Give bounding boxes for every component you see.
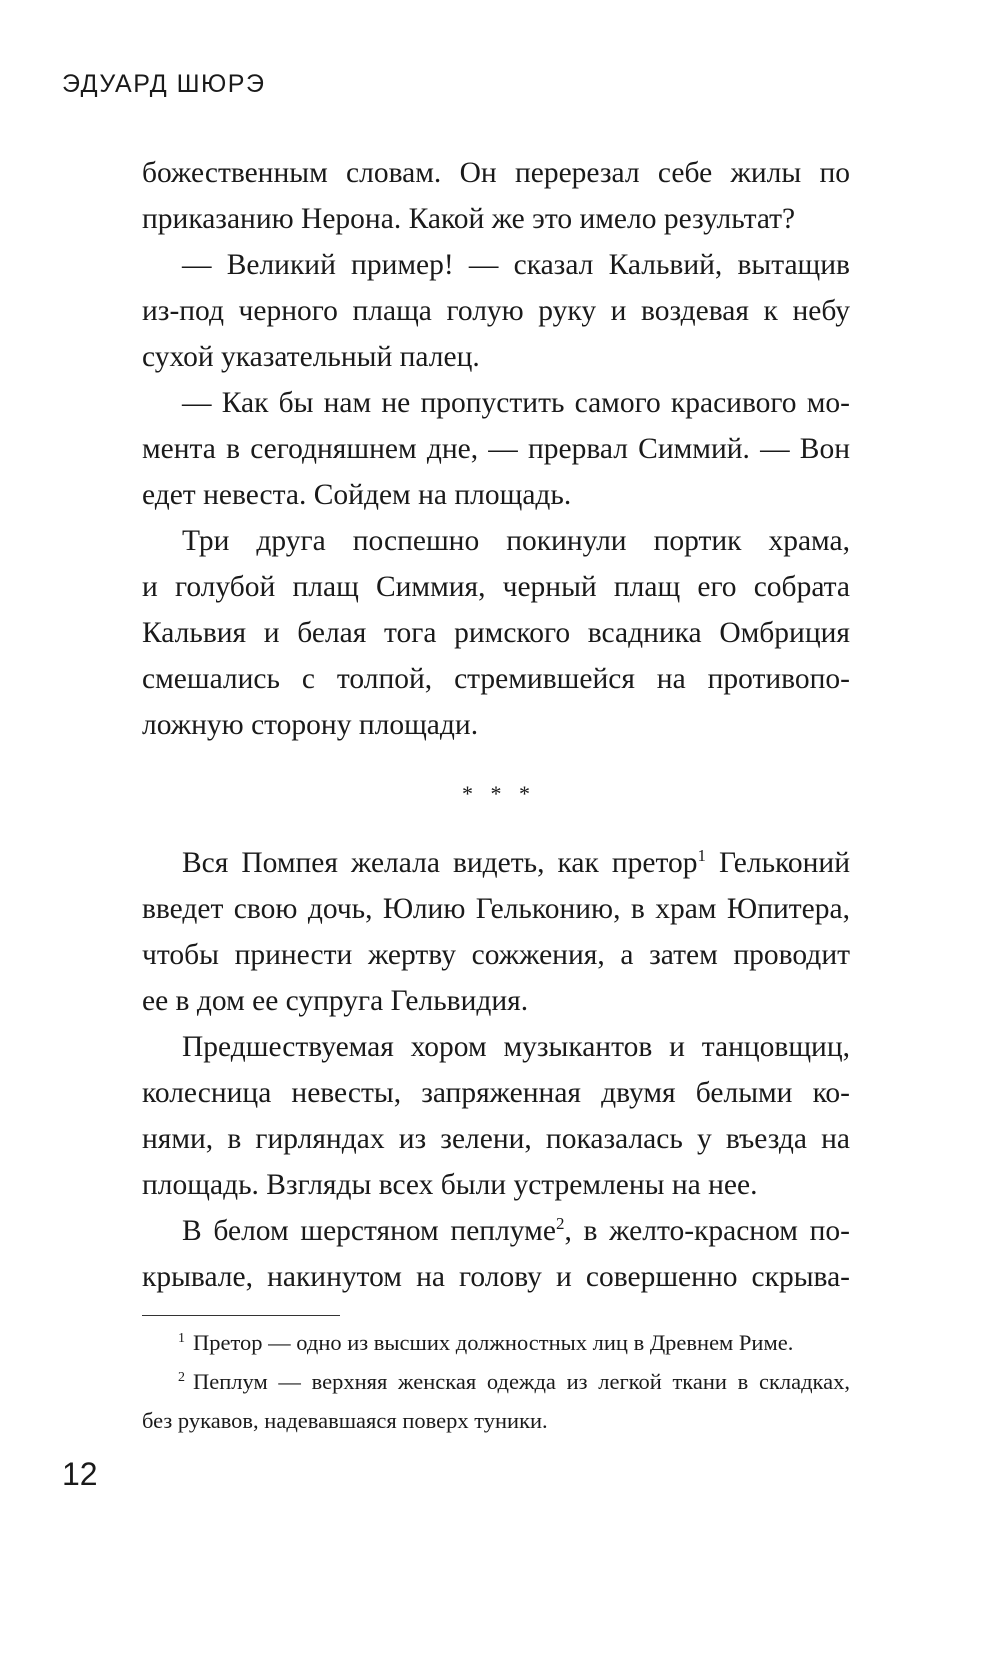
text-line: Три друга поспешно покинули портик храма, [182, 525, 850, 557]
text-line: сухой указательный палец. [142, 341, 480, 373]
footnote-line: без рукавов, надевавшаяся поверх туники. [142, 1408, 548, 1433]
text-line: ее в дом ее супруга Гельвидия. [142, 985, 529, 1017]
text-segment: Вся Помпея желала видеть, как претор [182, 847, 698, 879]
paragraph [142, 242, 850, 380]
footnote-text: Претор — одно из высших должностных лиц в Древнем Риме. [193, 1330, 794, 1355]
footnote [142, 1364, 850, 1438]
footnote-reference[interactable]: 2 [555, 1214, 565, 1233]
text-line: нями, в гирляндах из зелени, показалась у въезда на [142, 1123, 850, 1155]
text-segment: Гельконий [705, 847, 850, 879]
footnote-line [142, 1325, 850, 1364]
paragraph [142, 150, 850, 242]
section-separator: * * * [462, 781, 536, 806]
text-segment: , в желто-красном по- [564, 1215, 850, 1247]
text-line [142, 840, 850, 886]
paragraph [142, 1024, 850, 1208]
text-line: смешались с толпой, стремившейся на противопо- [142, 663, 850, 695]
text-line: мента в сегодняшнем дне, — прервал Симмий. — Вон [142, 433, 850, 465]
text-line: площадь. Взгляды всех были устремлены на нее. [142, 1169, 758, 1201]
paragraph [142, 840, 850, 1024]
footnote-number: 2 [178, 1370, 185, 1385]
page-number: 12 [62, 1456, 98, 1492]
text-line: и голубой плащ Симмия, черный плащ его собрата [142, 571, 850, 603]
text-line: введет свою дочь, Юлию Гельконию, в храм Юпитера, [142, 893, 850, 925]
text-line: крывале, накинутом на голову и совершенно скрыва- [142, 1261, 850, 1293]
body-text [142, 150, 850, 1300]
footnote-number: 1 [178, 1331, 185, 1346]
text-line: Предшествуемая хором музыкантов и танцовщиц, [182, 1031, 850, 1063]
footnote-text: Пеплум — верхняя женская одежда из легкой ткани в складках, [193, 1369, 850, 1394]
text-line: чтобы принести жертву сожжения, а затем проводит [142, 939, 850, 971]
paragraph [142, 518, 850, 748]
text-line: — Как бы нам не пропустить самого красивого мо- [182, 387, 850, 419]
footnote-divider [142, 1315, 340, 1316]
text-line: из-под черного плаща голую руку и воздевая к небу [142, 295, 850, 327]
text-line: едет невеста. Сойдем на площадь. [142, 479, 572, 511]
text-segment: В белом шерстяном пеплуме [182, 1215, 556, 1247]
text-line: — Великий пример! — сказал Кальвий, вытащив [182, 249, 850, 281]
footnote [142, 1325, 850, 1364]
text-line [142, 1208, 850, 1254]
paragraph [142, 380, 850, 518]
running-head-author: ЭДУАРД ШЮРЭ [62, 70, 266, 98]
text-line: божественным словам. Он перерезал себе жилы по [142, 157, 850, 189]
footnotes [142, 1325, 850, 1438]
paragraph [142, 1208, 850, 1300]
text-line: Кальвия и белая тога римского всадника Омбриция [142, 617, 850, 649]
footnote-line [142, 1364, 850, 1403]
footnote-reference[interactable]: 1 [697, 846, 706, 865]
text-line: колесница невесты, запряженная двумя белыми ко- [142, 1077, 850, 1109]
text-line: приказанию Нерона. Какой же это имело результат? [142, 203, 796, 235]
text-line: ложную сторону площади. [142, 709, 479, 741]
